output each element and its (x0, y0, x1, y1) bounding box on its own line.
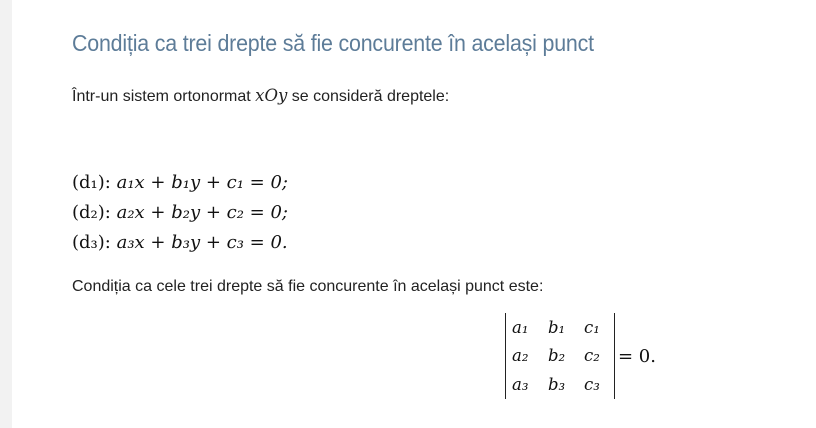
intro-text: Într-un sistem ortonormat (72, 88, 256, 105)
equation-name: (d₁): (72, 172, 111, 193)
article-page (12, 0, 816, 428)
determinant-row (512, 342, 610, 371)
equation-expression: a₂x + b₂y + c₂ = 0; (110, 202, 288, 223)
intro-math-system: xOy (255, 86, 288, 105)
determinant-row (512, 313, 610, 342)
equation-line-d2 (72, 202, 288, 223)
equation-expression: a₃x + b₃y + c₃ = 0. (110, 232, 288, 253)
determinant-cell: a₂ (512, 346, 529, 366)
determinant-equation (505, 313, 656, 399)
determinant-cell: c₃ (584, 374, 600, 394)
condition-paragraph: Condiția ca cele trei drepte să fie concurente în același punct este: (72, 278, 544, 295)
determinant-cell: c₂ (584, 346, 600, 366)
determinant-result: = 0. (618, 345, 656, 367)
determinant-cell: b₁ (548, 317, 566, 337)
page-title: Condiția ca trei drepte să fie concurente în același punct (72, 30, 594, 56)
determinant-cell: b₂ (548, 346, 566, 366)
equation-name: (d₂): (72, 202, 111, 223)
determinant-matrix (505, 313, 615, 399)
intro-paragraph (72, 86, 449, 106)
intro-suffix: se consideră dreptele: (287, 88, 450, 105)
determinant-row (512, 370, 610, 399)
determinant-cell: a₁ (512, 317, 529, 337)
equation-line-d3 (72, 232, 288, 253)
determinant-cell: a₃ (512, 374, 529, 394)
determinant-cell: c₁ (584, 317, 600, 337)
equation-expression: a₁x + b₁y + c₁ = 0; (110, 172, 288, 193)
equation-line-d1 (72, 172, 288, 193)
equation-name: (d₃): (72, 232, 111, 253)
determinant-cell: b₃ (548, 374, 566, 394)
